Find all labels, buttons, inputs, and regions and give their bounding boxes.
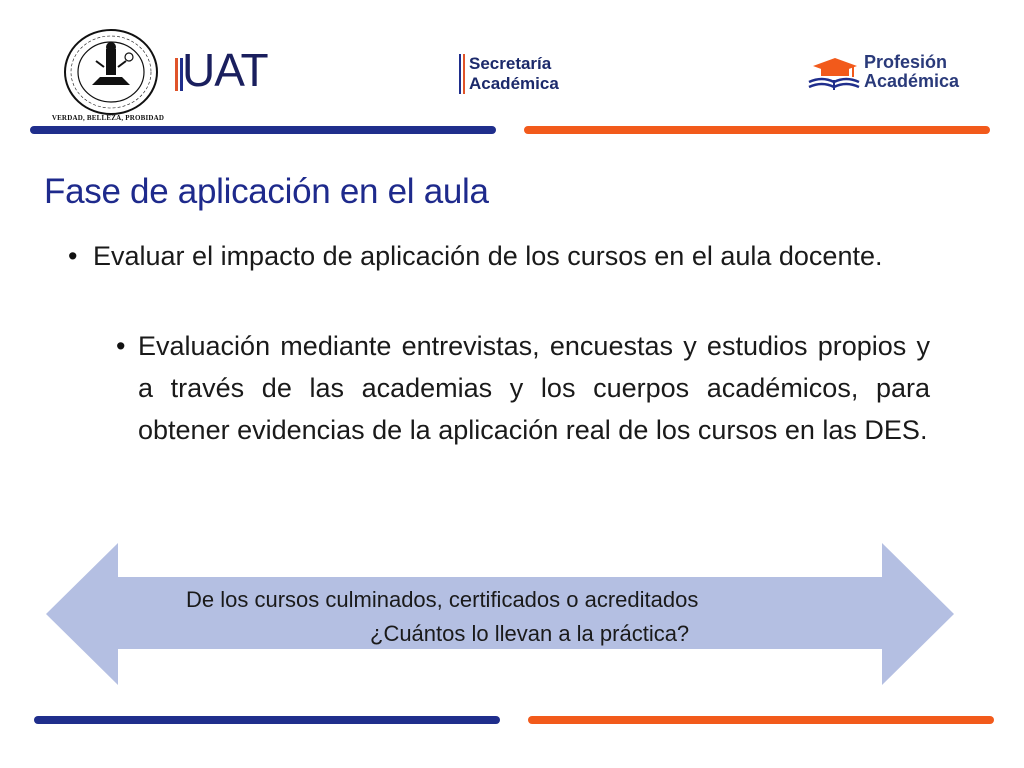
- banner-text-line2: ¿Cuántos lo llevan a la práctica?: [370, 621, 690, 646]
- banner-text-line1: De los cursos culminados, certificados o acreditados: [186, 587, 699, 612]
- secretaria-logo-line2: Académica: [469, 74, 559, 93]
- secretaria-logo-blue-bar: [459, 54, 461, 94]
- university-seal-logo: [62, 27, 160, 117]
- bottom-divider-orange: [528, 716, 994, 724]
- double-arrow-shape: [46, 543, 954, 685]
- bullet-marker: •: [116, 331, 126, 361]
- double-arrow-banner: [44, 541, 956, 687]
- profesion-academica-logo: [864, 53, 959, 91]
- graduation-cap-book-icon: [805, 52, 863, 94]
- top-divider-orange: [524, 126, 990, 134]
- slide-title: Fase de aplicación en el aula: [44, 172, 489, 211]
- uat-logo-text: UAT: [182, 44, 268, 96]
- top-divider-blue: [30, 126, 496, 134]
- bullet-text-level1: Evaluar el impacto de aplicación de los cursos en el aula docente.: [93, 241, 883, 271]
- uat-logo-orange-bar: [175, 58, 178, 91]
- secretaria-academica-logo: [469, 54, 559, 94]
- bottom-divider-blue: [34, 716, 500, 724]
- profesion-logo-line2: Académica: [864, 71, 960, 91]
- bullet-marker: •: [68, 241, 78, 271]
- seal-motto: VERDAD, BELLEZA, PROBIDAD: [51, 114, 165, 122]
- secretaria-logo-line1: Secretaría: [469, 54, 552, 73]
- profesion-logo-line1: Profesión: [864, 52, 948, 72]
- bullet-text-level2: Evaluación mediante entrevistas, encuestas y estudios propios y a través de las academias y los cuerpos académicos, para obtener evidencias de la aplicación real de los cursos en las DES.: [138, 331, 930, 445]
- secretaria-logo-orange-bar: [463, 54, 465, 94]
